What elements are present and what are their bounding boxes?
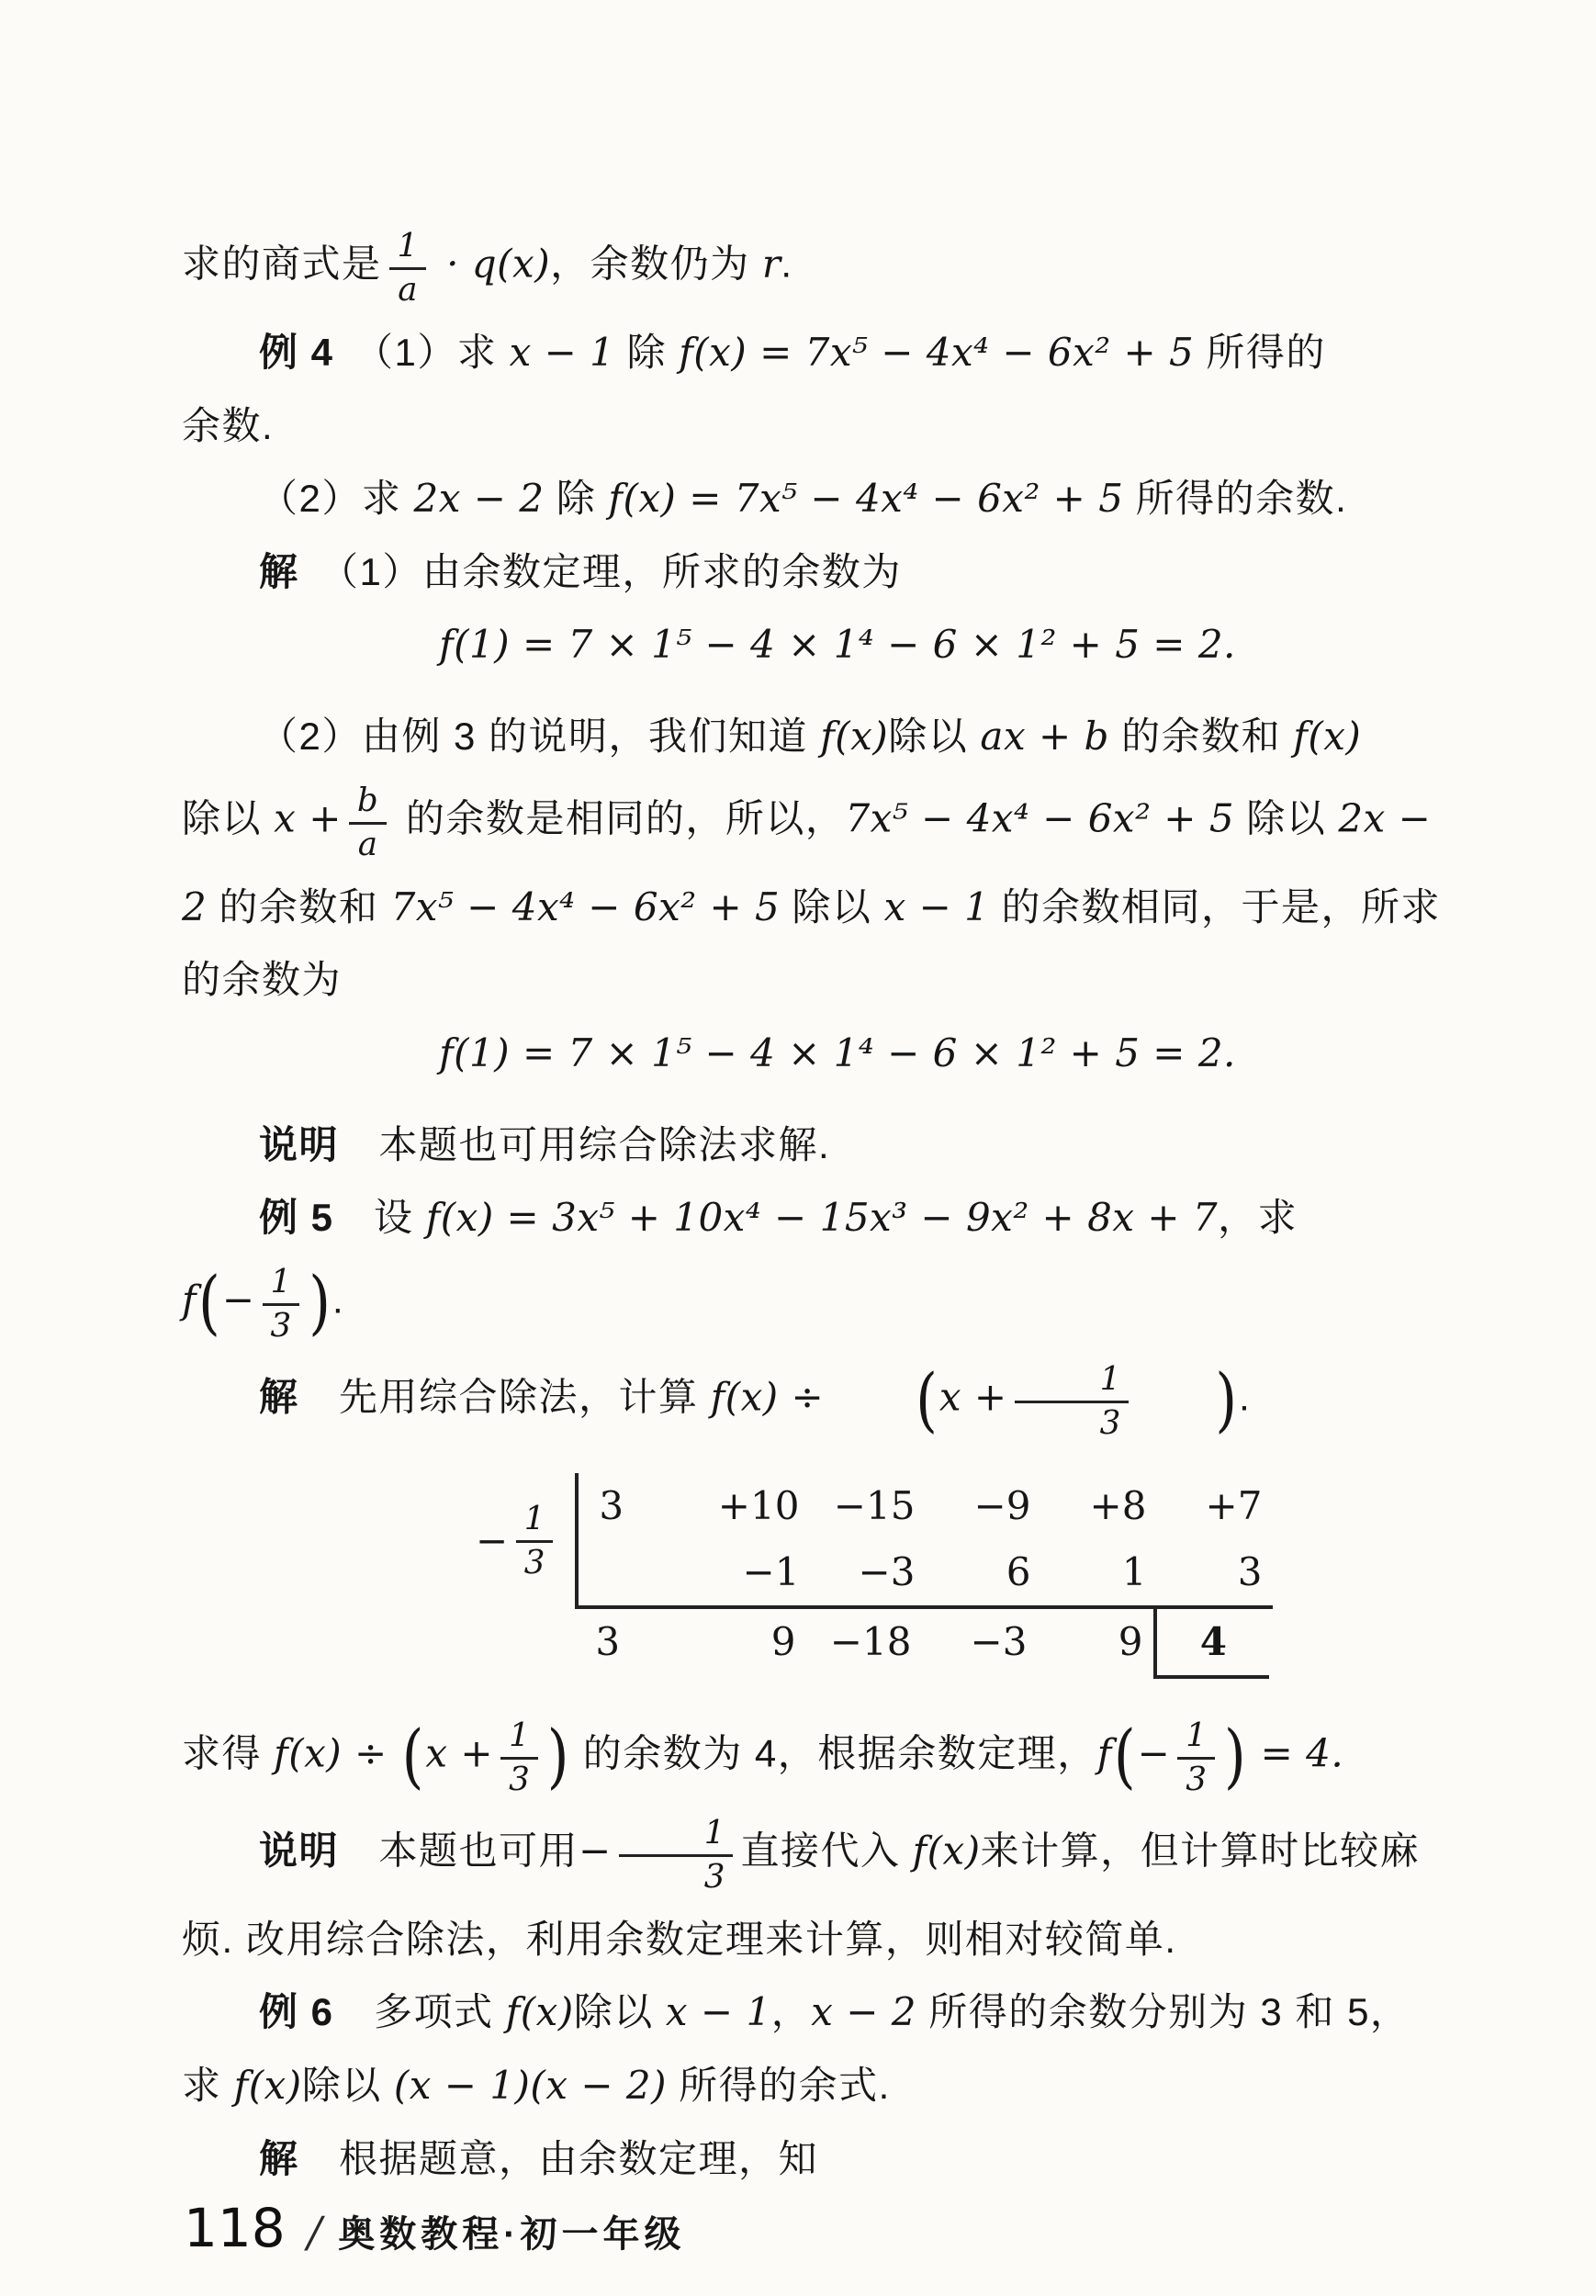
text: 除	[544, 477, 609, 521]
big-paren: (	[401, 1716, 424, 1797]
text-line	[182, 1264, 1493, 1345]
text: 所得的	[1194, 330, 1326, 374]
text-line	[182, 1190, 1493, 1247]
fraction	[500, 1717, 538, 1798]
math-text: f(x)	[505, 1989, 574, 2035]
math-text: 7x⁵ − 4x⁴ − 6x² + 5	[845, 795, 1235, 841]
text: 除以	[301, 2063, 394, 2107]
text: 烦. 改用综合除法，利用余数定理来计算，则相对较简单.	[182, 1917, 1177, 1961]
big-paren: (	[1113, 1716, 1136, 1797]
products-row	[579, 1539, 1273, 1605]
math-text: f(x)	[820, 714, 889, 760]
math-text: x − 1	[665, 1989, 771, 2035]
text: .	[781, 242, 793, 286]
math-text: −	[579, 1828, 612, 1874]
text-line	[182, 1717, 1493, 1798]
math-text: x +	[274, 795, 342, 841]
math-text: · q(x)	[433, 241, 551, 287]
synthetic-divisor	[476, 1473, 575, 1609]
fraction-numerator: 1	[619, 1815, 734, 1857]
bold-label: 解	[259, 549, 299, 593]
text: ，	[770, 1990, 812, 2034]
fraction	[263, 1264, 300, 1345]
text: 所得的余数分别为 3 和 5，	[916, 1990, 1411, 2034]
fraction-denominator: a	[398, 270, 418, 309]
math-text: x − 2	[811, 1989, 917, 2035]
footer-separator: /	[307, 2207, 322, 2257]
math-text: f(x)	[912, 1828, 981, 1874]
text: 的余数和	[1108, 715, 1294, 759]
cell	[579, 1539, 694, 1605]
cell: −3	[970, 1618, 1028, 1664]
text-line	[182, 782, 1493, 863]
math-text: 2	[182, 884, 208, 929]
cell: −18	[829, 1618, 912, 1664]
fraction-denominator: 3	[1186, 1760, 1207, 1798]
fraction-denominator: a	[357, 825, 377, 863]
text-line	[182, 471, 1493, 528]
math-text: 7x⁵ − 4x⁴ − 6x² + 5	[390, 884, 781, 929]
text-line	[182, 952, 1493, 1009]
text: 余数.	[182, 403, 275, 447]
text: 的余数相同，于是，所求	[989, 884, 1442, 929]
text-line	[182, 2132, 1493, 2189]
text: 求的商式是	[182, 242, 382, 286]
text: 先用综合除法，计算	[298, 1375, 711, 1419]
text-line	[182, 545, 1493, 602]
text: 的余数和	[207, 884, 391, 929]
page-number: 118	[184, 2197, 286, 2259]
text: 的余数是相同的，所以，	[393, 796, 846, 840]
text-line	[182, 709, 1493, 766]
math-text: f	[1096, 1730, 1112, 1776]
math-text: f(1) = 7 × 1⁵ − 4 × 1⁴ − 6 × 1² + 5 = 2.	[439, 1030, 1236, 1075]
text-line	[182, 1912, 1493, 1969]
text-line	[182, 1815, 1493, 1896]
text: （2）由例 3 的说明，我们知道	[259, 715, 821, 759]
fraction-numerator: 1	[389, 228, 427, 270]
bold-label: 例 5	[259, 1196, 334, 1240]
math-text: f(x) = 7x⁵ − 4x⁴ − 6x² + 5	[608, 476, 1124, 522]
math-text: f(x) ÷	[274, 1730, 400, 1776]
cell: −15	[833, 1482, 916, 1528]
bold-label: 例 6	[259, 1990, 334, 2034]
text-line	[182, 1118, 1493, 1175]
synthetic-table	[575, 1473, 1273, 1679]
text: 的余数为	[182, 958, 343, 1002]
text-line	[182, 880, 1493, 937]
math-text: x − 1	[883, 884, 990, 929]
text: 除以	[888, 715, 981, 759]
coefficients-row	[579, 1473, 1273, 1539]
text: 多项式	[333, 1990, 506, 2034]
math-text: x +	[938, 1374, 1007, 1420]
content-area	[182, 228, 1493, 2204]
text: 除	[614, 330, 680, 374]
fraction-numerator: 1	[500, 1717, 538, 1760]
text: 求	[182, 2063, 234, 2107]
fraction	[349, 782, 387, 863]
bold-label: 解	[259, 2136, 299, 2180]
fraction-denominator: 3	[703, 1857, 725, 1896]
synthetic-division-block	[476, 1473, 1493, 1679]
math-text: f(x) = 3x⁵ + 10x⁴ − 15x³ − 9x² + 8x + 7	[425, 1195, 1219, 1241]
math-text: −	[221, 1277, 255, 1322]
text-line	[182, 617, 1493, 674]
big-paren: )	[546, 1716, 569, 1797]
bold-label: 说明	[259, 1122, 340, 1166]
fraction-denominator: 3	[1099, 1403, 1121, 1442]
text-line	[182, 1026, 1493, 1083]
math-text: x +	[425, 1730, 494, 1776]
text: 本题也可用综合除法求解.	[339, 1122, 831, 1166]
text: 除以	[1234, 796, 1339, 840]
text: （2）求	[259, 477, 414, 521]
fraction-denominator: 3	[509, 1760, 530, 1798]
text: 根据题意，由余数定理，知	[298, 2136, 819, 2180]
remainder-cell: 4	[1153, 1609, 1269, 1679]
text-line	[182, 325, 1493, 382]
fraction-numerator: 1	[263, 1264, 300, 1306]
text: 本题也可用	[339, 1829, 579, 1873]
math-text: f(x) ÷	[710, 1374, 837, 1420]
synthetic-upper-rows	[575, 1473, 1273, 1605]
cell: 3	[599, 1482, 624, 1528]
math-text: (x − 1)(x − 2)	[393, 2062, 668, 2108]
fraction	[389, 228, 427, 309]
cell: 3	[595, 1618, 621, 1664]
text: 直接代入	[740, 1829, 913, 1873]
text-line	[182, 399, 1493, 456]
fraction-numerator: 1	[1015, 1361, 1130, 1403]
math-text: f	[182, 1277, 197, 1322]
math-text: f(1) = 7 × 1⁵ − 4 × 1⁴ − 6 × 1² + 5 = 2.	[439, 622, 1236, 668]
fraction-denominator: 3	[523, 1543, 545, 1581]
cell: +7	[1205, 1482, 1263, 1528]
fraction-denominator: 3	[270, 1306, 292, 1345]
fraction	[1177, 1717, 1215, 1798]
text: .	[332, 1277, 345, 1322]
cell: +8	[1089, 1482, 1147, 1528]
fraction-numerator: b	[349, 782, 387, 825]
text-lines-before	[182, 228, 1493, 1442]
big-paren: (	[198, 1262, 220, 1345]
cell: 6	[1006, 1548, 1031, 1594]
math-text: x − 1	[509, 329, 615, 375]
book-title: 奥数教程·初一年级	[338, 2214, 686, 2255]
cell: −1	[742, 1548, 800, 1594]
cell: 1	[1121, 1548, 1147, 1594]
math-text: r	[761, 241, 781, 287]
fraction	[619, 1815, 734, 1896]
text-lines-after	[182, 1717, 1493, 2188]
text-line	[182, 1985, 1493, 2042]
text: 求得	[182, 1731, 275, 1775]
text: .	[1239, 1375, 1252, 1419]
fraction-numerator: 1	[1177, 1717, 1215, 1760]
text: 设	[333, 1196, 426, 1240]
cell: 3	[1237, 1548, 1263, 1594]
fraction-numerator: 1	[516, 1501, 554, 1543]
cell: +10	[717, 1482, 800, 1528]
text: 来计算，但计算时比较麻	[980, 1829, 1421, 1873]
text-line	[182, 2058, 1493, 2115]
cell: 9	[770, 1618, 796, 1664]
text: ，余数仍为	[550, 242, 762, 286]
big-paren: )	[309, 1262, 331, 1345]
text-line	[182, 228, 1493, 309]
cell: 9	[1118, 1618, 1143, 1664]
page-footer	[184, 2197, 686, 2259]
big-paren: (	[916, 1359, 938, 1442]
text: 所得的余式.	[667, 2063, 891, 2107]
math-text: 2x − 2	[413, 476, 545, 522]
text: 除以	[182, 796, 275, 840]
big-paren: )	[1224, 1716, 1246, 1797]
big-paren: )	[1215, 1359, 1238, 1442]
math-text: −	[1137, 1730, 1171, 1776]
math-text: f(x)	[1293, 714, 1362, 760]
text: 所得的余数.	[1123, 477, 1348, 521]
bold-label: 解	[259, 1375, 299, 1419]
math-text: = 4.	[1247, 1730, 1344, 1776]
text: ，求	[1218, 1196, 1298, 1240]
bold-label: 例 4	[259, 330, 334, 374]
text: （1）求	[333, 330, 510, 374]
math-text: f(x) = 7x⁵ − 4x⁴ − 6x² + 5	[679, 329, 1195, 375]
minus-sign: −	[476, 1518, 509, 1564]
text: 除以	[573, 1990, 666, 2034]
math-text: 2x −	[1338, 795, 1432, 841]
divisor-fraction	[516, 1501, 554, 1581]
math-text: f(x)	[233, 2062, 302, 2108]
synthetic-division	[476, 1473, 1493, 1679]
cell: −3	[858, 1548, 916, 1594]
text-line	[182, 1361, 1493, 1442]
text: 除以	[780, 884, 884, 929]
text: （1）由余数定理，所求的余数为	[298, 549, 902, 593]
text: 的余数为 4，根据余数定理，	[570, 1731, 1097, 1775]
result-row	[575, 1605, 1273, 1679]
cell: −9	[973, 1482, 1031, 1528]
fraction	[1015, 1361, 1130, 1442]
math-text: ax + b	[980, 714, 1109, 760]
bold-label: 说明	[259, 1829, 340, 1873]
